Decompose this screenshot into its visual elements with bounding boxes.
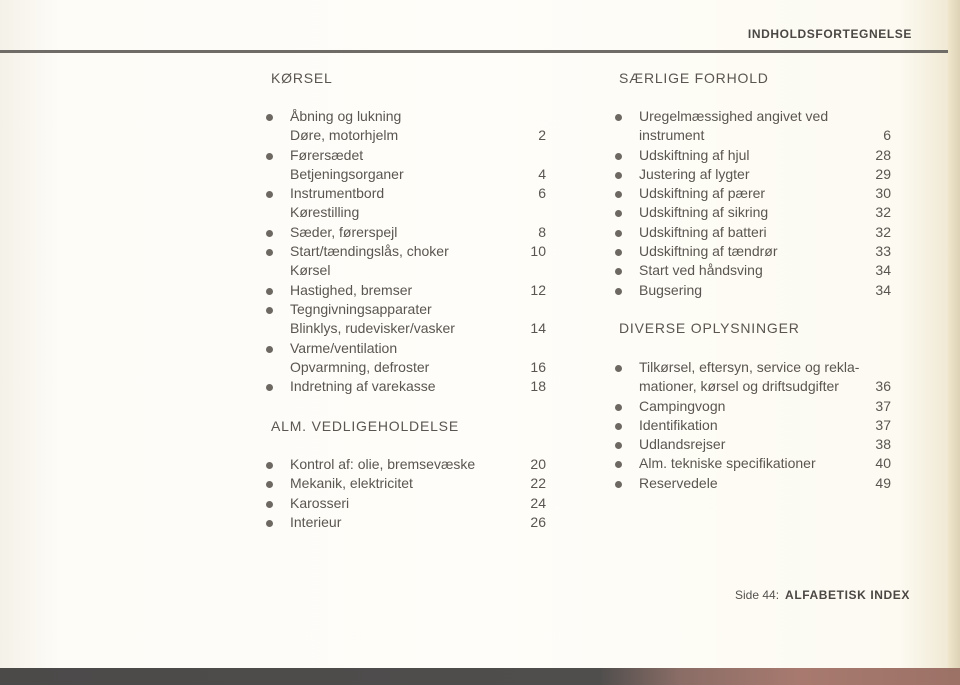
toc-entry[interactable] bbox=[615, 261, 891, 280]
section-title-saerlige-forhold: SÆRLIGE FORHOLD bbox=[619, 70, 769, 86]
toc-entry[interactable] bbox=[266, 203, 546, 222]
page-header-title: INDHOLDSFORTEGNELSE bbox=[747, 27, 912, 41]
toc-page-number: 26 bbox=[530, 513, 546, 530]
toc-entry[interactable] bbox=[615, 435, 891, 454]
bullet-icon bbox=[615, 249, 622, 256]
toc-entry-text: Udskiftning af pærer bbox=[639, 185, 766, 202]
toc-page-number: 29 bbox=[875, 165, 891, 182]
toc-entry[interactable] bbox=[266, 242, 546, 261]
bullet-icon bbox=[615, 230, 622, 237]
toc-entry-text: Karosseri bbox=[290, 494, 350, 511]
toc-list-korsel bbox=[266, 107, 546, 396]
toc-page-number: 37 bbox=[875, 397, 891, 414]
bullet-icon bbox=[266, 249, 273, 256]
toc-page-number: 22 bbox=[530, 475, 546, 492]
bullet-icon bbox=[266, 520, 273, 527]
toc-entry[interactable] bbox=[266, 300, 546, 319]
toc-entry-text: Tilkørsel, eftersyn, service og rekla- bbox=[639, 359, 860, 375]
toc-page-number: 16 bbox=[530, 358, 546, 375]
toc-entry-text: Udlandsrejser bbox=[639, 436, 726, 453]
toc-entry[interactable] bbox=[266, 107, 546, 126]
toc-page-number: 32 bbox=[875, 204, 891, 221]
toc-page-number: 37 bbox=[875, 416, 891, 433]
toc-list-alm-vedligeholdelse bbox=[266, 455, 546, 532]
toc-entry-text: Døre, motorhjelm bbox=[290, 127, 399, 144]
toc-entry-text: Start/tændingslås, choker bbox=[290, 243, 449, 260]
toc-entry-text: Blinklys, rudevisker/vasker bbox=[290, 320, 455, 337]
toc-entry-text: Uregelmæssighed angivet ved bbox=[639, 108, 829, 124]
toc-entry-text: Justering af lygter bbox=[639, 165, 750, 182]
toc-entry[interactable] bbox=[615, 377, 891, 396]
toc-page-number: 4 bbox=[538, 165, 546, 182]
bottom-edge bbox=[0, 668, 960, 685]
toc-entry-text: Førersædet bbox=[290, 146, 364, 163]
toc-entry[interactable] bbox=[266, 319, 546, 338]
toc-page-number: 28 bbox=[875, 146, 891, 163]
bullet-icon bbox=[266, 153, 273, 160]
bullet-icon bbox=[615, 481, 622, 488]
bullet-icon bbox=[266, 288, 273, 295]
toc-entry[interactable] bbox=[266, 377, 546, 396]
toc-page-number: 12 bbox=[530, 281, 546, 298]
bullet-icon bbox=[615, 404, 622, 411]
toc-entry-text: Instrumentbord bbox=[290, 185, 385, 202]
toc-entry[interactable] bbox=[615, 146, 891, 165]
toc-page-number: 32 bbox=[875, 223, 891, 240]
bullet-icon bbox=[615, 423, 622, 430]
toc-entry[interactable] bbox=[266, 281, 546, 300]
toc-entry-text: Hastighed, bremser bbox=[290, 281, 413, 298]
toc-entry[interactable] bbox=[266, 223, 546, 242]
toc-entry[interactable] bbox=[266, 474, 546, 493]
bullet-icon bbox=[615, 172, 622, 179]
toc-entry[interactable] bbox=[266, 455, 546, 474]
toc-entry-text: Bugsering bbox=[639, 281, 703, 298]
footer-label: Side 44: bbox=[735, 588, 780, 602]
toc-entry[interactable] bbox=[615, 203, 891, 222]
toc-entry[interactable] bbox=[615, 281, 891, 300]
toc-entry[interactable] bbox=[615, 184, 891, 203]
toc-page-number: 34 bbox=[875, 262, 891, 279]
toc-page-number: 8 bbox=[538, 223, 546, 240]
toc-page-number: 33 bbox=[875, 243, 891, 260]
toc-entry[interactable] bbox=[266, 358, 546, 377]
toc-page-number: 38 bbox=[875, 436, 891, 453]
toc-entry-text: Interieur bbox=[290, 513, 342, 530]
toc-entry-text: Reservedele bbox=[639, 474, 718, 491]
toc-page-number: 40 bbox=[875, 455, 891, 472]
bullet-icon bbox=[266, 307, 273, 314]
toc-entry[interactable] bbox=[266, 339, 546, 358]
toc-entry[interactable] bbox=[266, 261, 546, 280]
toc-entry-text: Kontrol af: olie, bremsevæske bbox=[290, 456, 476, 472]
toc-entry-text: Campingvogn bbox=[639, 397, 726, 414]
toc-entry[interactable] bbox=[266, 165, 546, 184]
toc-entry-text: Tegngivningsapparater bbox=[290, 300, 432, 317]
toc-entry[interactable] bbox=[615, 126, 891, 145]
toc-entry-text: Betjeningsorganer bbox=[290, 165, 404, 182]
footer-reference-link[interactable]: ALFABETISK INDEX bbox=[785, 588, 910, 602]
section-title-alm-vedligeholdelse: ALM. VEDLIGEHOLDELSE bbox=[271, 418, 459, 434]
bullet-icon bbox=[266, 481, 273, 488]
toc-page-number: 30 bbox=[875, 185, 891, 202]
toc-page-number: 14 bbox=[530, 320, 546, 337]
bullet-icon bbox=[615, 191, 622, 198]
toc-page-number: 36 bbox=[875, 378, 891, 395]
toc-entry-text: Sæder, førerspejl bbox=[290, 223, 398, 240]
toc-entry-text: Kørsel bbox=[290, 262, 331, 279]
section-title-diverse-oplysninger: DIVERSE OPLYSNINGER bbox=[619, 320, 800, 336]
toc-page-number: 20 bbox=[530, 456, 546, 472]
bullet-icon bbox=[266, 501, 273, 508]
toc-entry-text: Udskiftning af tændrør bbox=[639, 243, 778, 260]
header-rule bbox=[0, 50, 948, 53]
toc-entry[interactable] bbox=[266, 126, 546, 145]
bullet-icon bbox=[615, 153, 622, 160]
toc-entry-text: Kørestilling bbox=[290, 204, 360, 221]
toc-entry[interactable] bbox=[615, 165, 891, 184]
toc-entry-text: Mekanik, elektricitet bbox=[290, 475, 413, 492]
toc-entry[interactable] bbox=[615, 454, 891, 473]
toc-entry[interactable] bbox=[615, 242, 891, 261]
toc-entry-text: Identifikation bbox=[639, 416, 718, 433]
toc-page-number: 6 bbox=[883, 127, 891, 144]
bullet-icon bbox=[615, 288, 622, 295]
toc-entry[interactable] bbox=[615, 416, 891, 435]
footer-cross-reference bbox=[735, 588, 910, 602]
bullet-icon bbox=[615, 114, 622, 121]
toc-page-number: 34 bbox=[875, 281, 891, 298]
toc-page-number: 10 bbox=[530, 243, 546, 260]
toc-entry-text: Alm. tekniske specifikationer bbox=[639, 455, 816, 472]
bullet-icon bbox=[615, 461, 622, 468]
toc-entry[interactable] bbox=[615, 223, 891, 242]
toc-page-number: 24 bbox=[530, 494, 546, 511]
toc-list-saerlige-forhold bbox=[615, 107, 891, 300]
page-edge bbox=[948, 0, 960, 668]
bullet-icon bbox=[266, 230, 273, 237]
bullet-icon bbox=[266, 114, 273, 121]
bullet-icon bbox=[266, 346, 273, 353]
toc-entry-text: Åbning og lukning bbox=[290, 108, 402, 124]
toc-entry-text: Varme/ventilation bbox=[290, 339, 398, 356]
toc-entry-text: Udskiftning af hjul bbox=[639, 146, 750, 163]
toc-entry[interactable] bbox=[615, 107, 891, 126]
bullet-icon bbox=[266, 191, 273, 198]
toc-entry-text: Udskiftning af batteri bbox=[639, 223, 767, 240]
toc-entry[interactable] bbox=[266, 184, 546, 203]
bullet-icon bbox=[615, 268, 622, 275]
bullet-icon bbox=[266, 462, 273, 469]
bullet-icon bbox=[615, 442, 622, 449]
toc-entry[interactable] bbox=[615, 474, 891, 493]
toc-entry-text: Start ved håndsving bbox=[639, 262, 763, 279]
toc-list-diverse-oplysninger bbox=[615, 358, 891, 493]
bullet-icon bbox=[615, 210, 622, 217]
toc-entry-text: Indretning af varekasse bbox=[290, 378, 436, 395]
toc-entry[interactable] bbox=[615, 358, 891, 377]
toc-entry[interactable] bbox=[266, 513, 546, 532]
toc-entry-text: Udskiftning af sikring bbox=[639, 204, 769, 221]
toc-entry-text: Opvarmning, defroster bbox=[290, 358, 430, 375]
toc-entry-text: instrument bbox=[639, 127, 705, 144]
toc-page-number: 6 bbox=[538, 185, 546, 202]
toc-entry[interactable] bbox=[266, 146, 546, 165]
toc-page-number: 49 bbox=[875, 474, 891, 491]
toc-page-number: 2 bbox=[538, 127, 546, 144]
bullet-icon bbox=[615, 365, 622, 372]
toc-entry[interactable] bbox=[615, 397, 891, 416]
toc-entry-text: mationer, kørsel og driftsudgifter bbox=[639, 378, 839, 395]
toc-entry[interactable] bbox=[266, 494, 546, 513]
toc-page-number: 18 bbox=[530, 378, 546, 395]
bullet-icon bbox=[266, 384, 273, 391]
section-title-korsel: KØRSEL bbox=[271, 70, 333, 86]
